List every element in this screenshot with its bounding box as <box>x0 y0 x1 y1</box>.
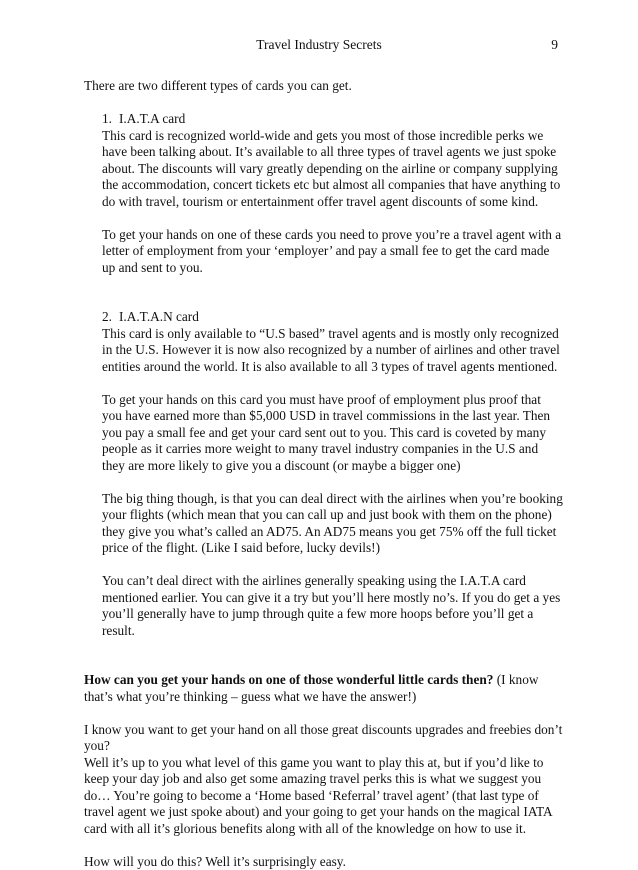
question-paragraph <box>84 672 564 705</box>
iata-title: I.A.T.A card <box>119 111 185 128</box>
closing-line: How will you do this? Well it’s surprisingly easy. <box>84 854 564 870</box>
page-header <box>0 37 638 57</box>
iatan-paragraph-4: You can’t deal direct with the airlines generally speaking using the I.A.T.A card mentioned earlier. You can give it a try but you’ll here mostly no’s. If you do get a yes you’ll generally have to jump through quite a few more hoops before you’ll get a result. <box>102 573 564 639</box>
iata-paragraph-1: This card is recognized world-wide and gets you most of those incredible perks we have been talking about. It’s available to all three types of travel agents we just spoke about. The discounts will vary greatly depending on the airline or company supplying the accommodation, concert tickets etc but almost all companies that have anything to do with travel, tourism or entertainment offer travel agent discounts of some kind. <box>102 128 564 211</box>
iatan-heading <box>102 309 564 326</box>
iatan-number: 2. <box>102 309 119 326</box>
question-rest: (I know that’s what you’re thinking – guess what we have the answer!) <box>84 672 538 704</box>
question-bold: How can you get your hands on one of those wonderful little cards then? <box>84 672 493 687</box>
iata-number: 1. <box>102 111 119 128</box>
iata-heading <box>102 111 564 128</box>
iatan-paragraph-3: The big thing though, is that you can deal direct with the airlines when you’re booking your flights (which mean that you can call up and just book with them on the phone) they give you what’s called an AD75. An AD75 means you get 75% off the full ticket price of the flight. (Like I said before, lucky devils!) <box>102 491 564 557</box>
answer-line-1: I know you want to get your hand on all those great discounts upgrades and freebies don’t you? <box>84 722 564 755</box>
page-body <box>84 78 564 870</box>
iata-paragraph-2: To get your hands on one of these cards you need to prove you’re a travel agent with a letter of employment from your ‘employer’ and pay a small fee to get the card made up and sent to you. <box>102 227 564 277</box>
iatan-title: I.A.T.A.N card <box>119 309 199 326</box>
answer-line-2: Well it’s up to you what level of this game you want to play this at, but if you’d like to keep your day job and also get some amazing travel perks this is what we suggest you do… You’re going to become a ‘Home based ‘Referral’ travel agent’ (that last type of travel agent we just spoke about) and your going to get your hands on the magical IATA card with all it’s glorious benefits along with all of the knowledge on how to use it. <box>84 755 564 838</box>
iatan-paragraph-2: To get your hands on this card you must have proof of employment plus proof that you have earned more than $5,000 USD in travel commissions in the last year. Then you pay a small fee and get your card sent out to you. This card is coveted by many people as it carries more weight to many travel industry companies in the U.S and they are more likely to give you a discount (or maybe a bigger one) <box>102 392 564 475</box>
iatan-paragraph-1: This card is only available to “U.S based” travel agents and is mostly only recognized in the U.S. However it is now also recognized by a number of airlines and other travel entities around the world. It is also available to all 3 types of travel agents mentioned. <box>102 326 564 376</box>
intro-text: There are two different types of cards you can get. <box>84 78 564 95</box>
header-title: Travel Industry Secrets <box>0 37 638 53</box>
page-number: 9 <box>551 37 558 53</box>
